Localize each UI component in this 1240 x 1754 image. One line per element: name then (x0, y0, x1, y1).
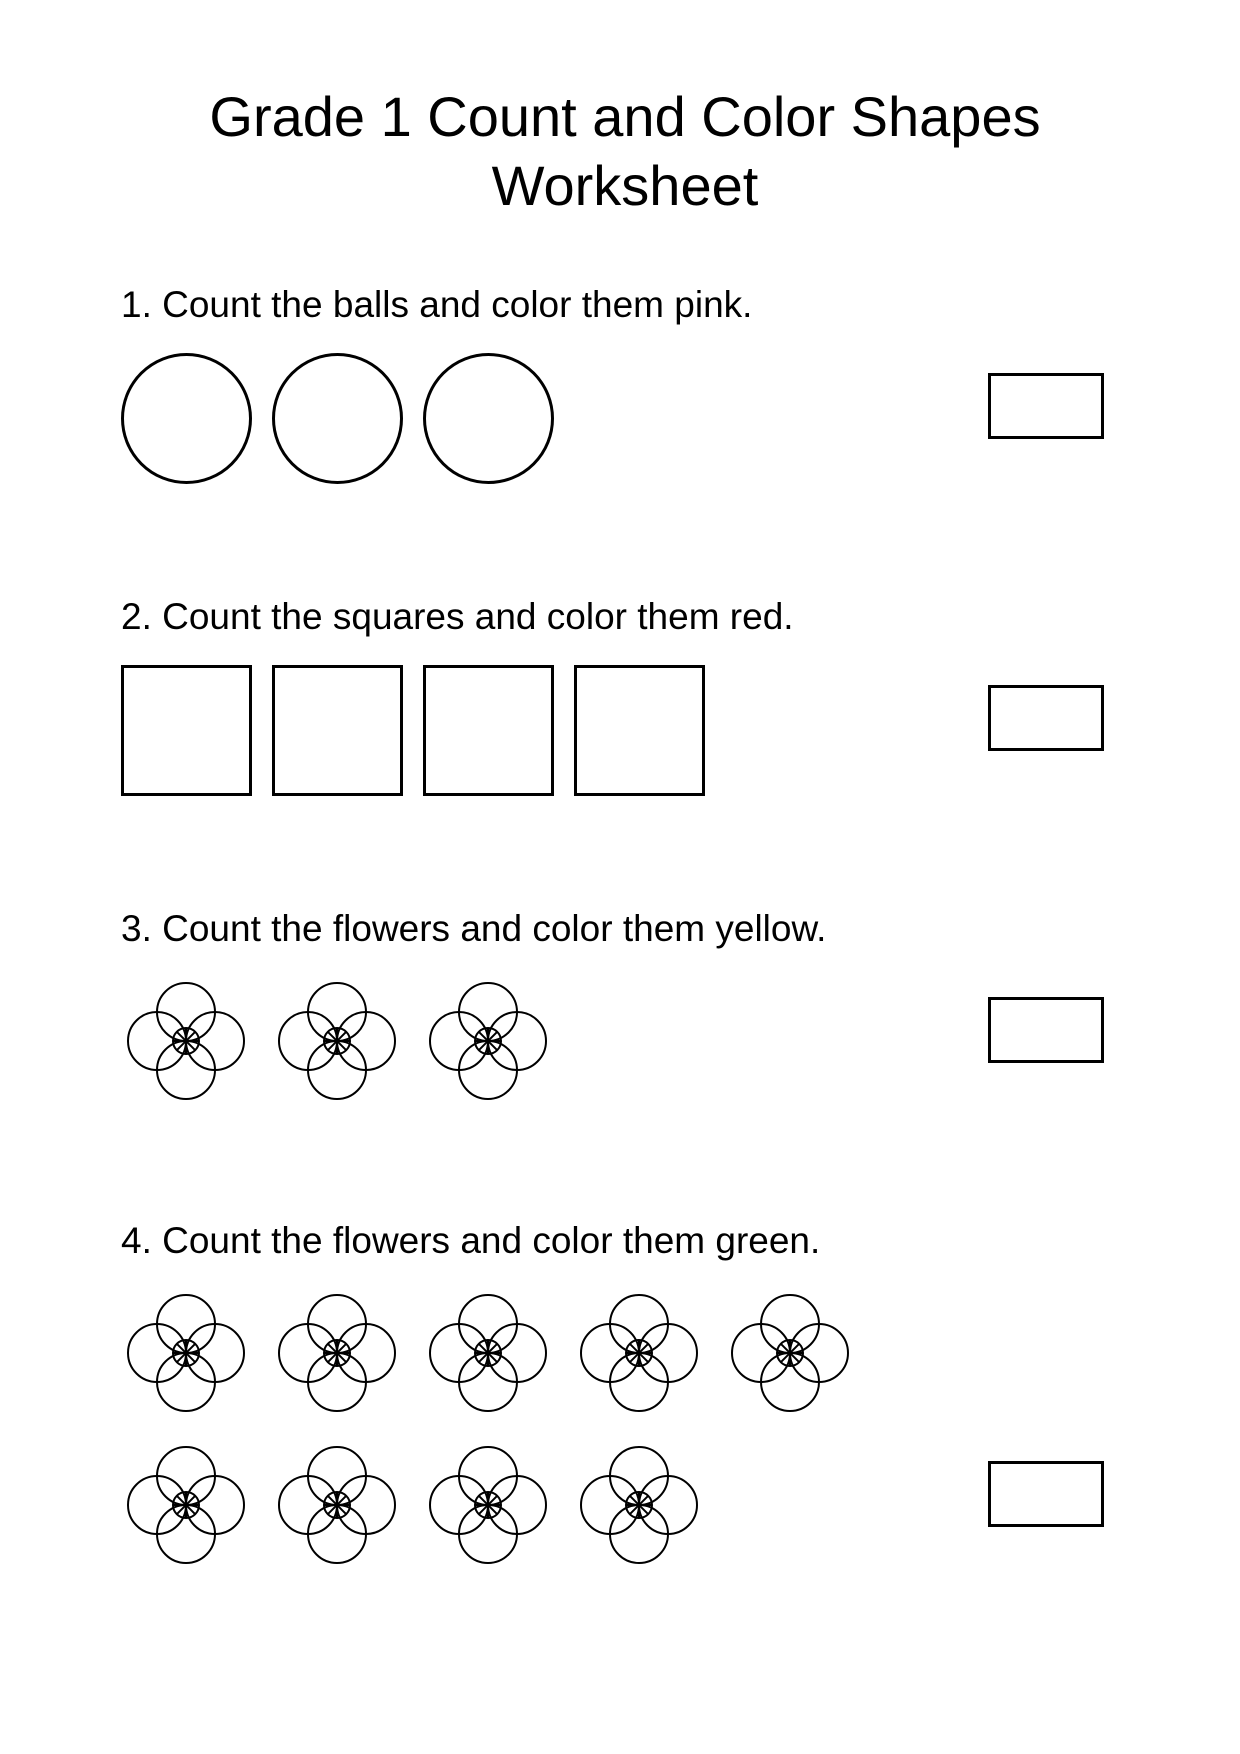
page-title (0, 82, 1240, 220)
flower-icon-graphic (277, 1445, 397, 1565)
flower-icon-graphic (126, 1293, 246, 1413)
flower-icon-graphic (428, 981, 548, 1101)
flower-icon-graphic (277, 981, 397, 1101)
ball-icon (121, 353, 252, 484)
question-2-text: 2. Count the squares and color them red. (121, 596, 794, 637)
answer-box-2[interactable] (988, 685, 1104, 751)
flower-icon-graphic (428, 1293, 548, 1413)
square-icon (272, 665, 403, 796)
flower-icon-graphic (579, 1445, 699, 1565)
title-line-1: Grade 1 Count and Color Shapes (209, 85, 1041, 148)
flower-icon-graphic (277, 1293, 397, 1413)
square-icon (423, 665, 554, 796)
flower-icon-graphic (428, 1445, 548, 1565)
answer-box-1[interactable] (988, 373, 1104, 439)
question-1-text: 1. Count the balls and color them pink. (121, 284, 753, 325)
flower-icon-graphic (579, 1293, 699, 1413)
answer-box-3[interactable] (988, 997, 1104, 1063)
answer-box-4[interactable] (988, 1461, 1104, 1527)
question-3-text: 3. Count the flowers and color them yellow. (121, 908, 827, 949)
title-line-2: Worksheet (491, 154, 759, 217)
ball-icon (272, 353, 403, 484)
flower-icon-graphic (126, 981, 246, 1101)
square-icon (574, 665, 705, 796)
ball-icon (423, 353, 554, 484)
flower-icon-graphic (730, 1293, 850, 1413)
square-icon (121, 665, 252, 796)
question-4-text: 4. Count the flowers and color them green. (121, 1220, 821, 1261)
flower-icon-graphic (126, 1445, 246, 1565)
